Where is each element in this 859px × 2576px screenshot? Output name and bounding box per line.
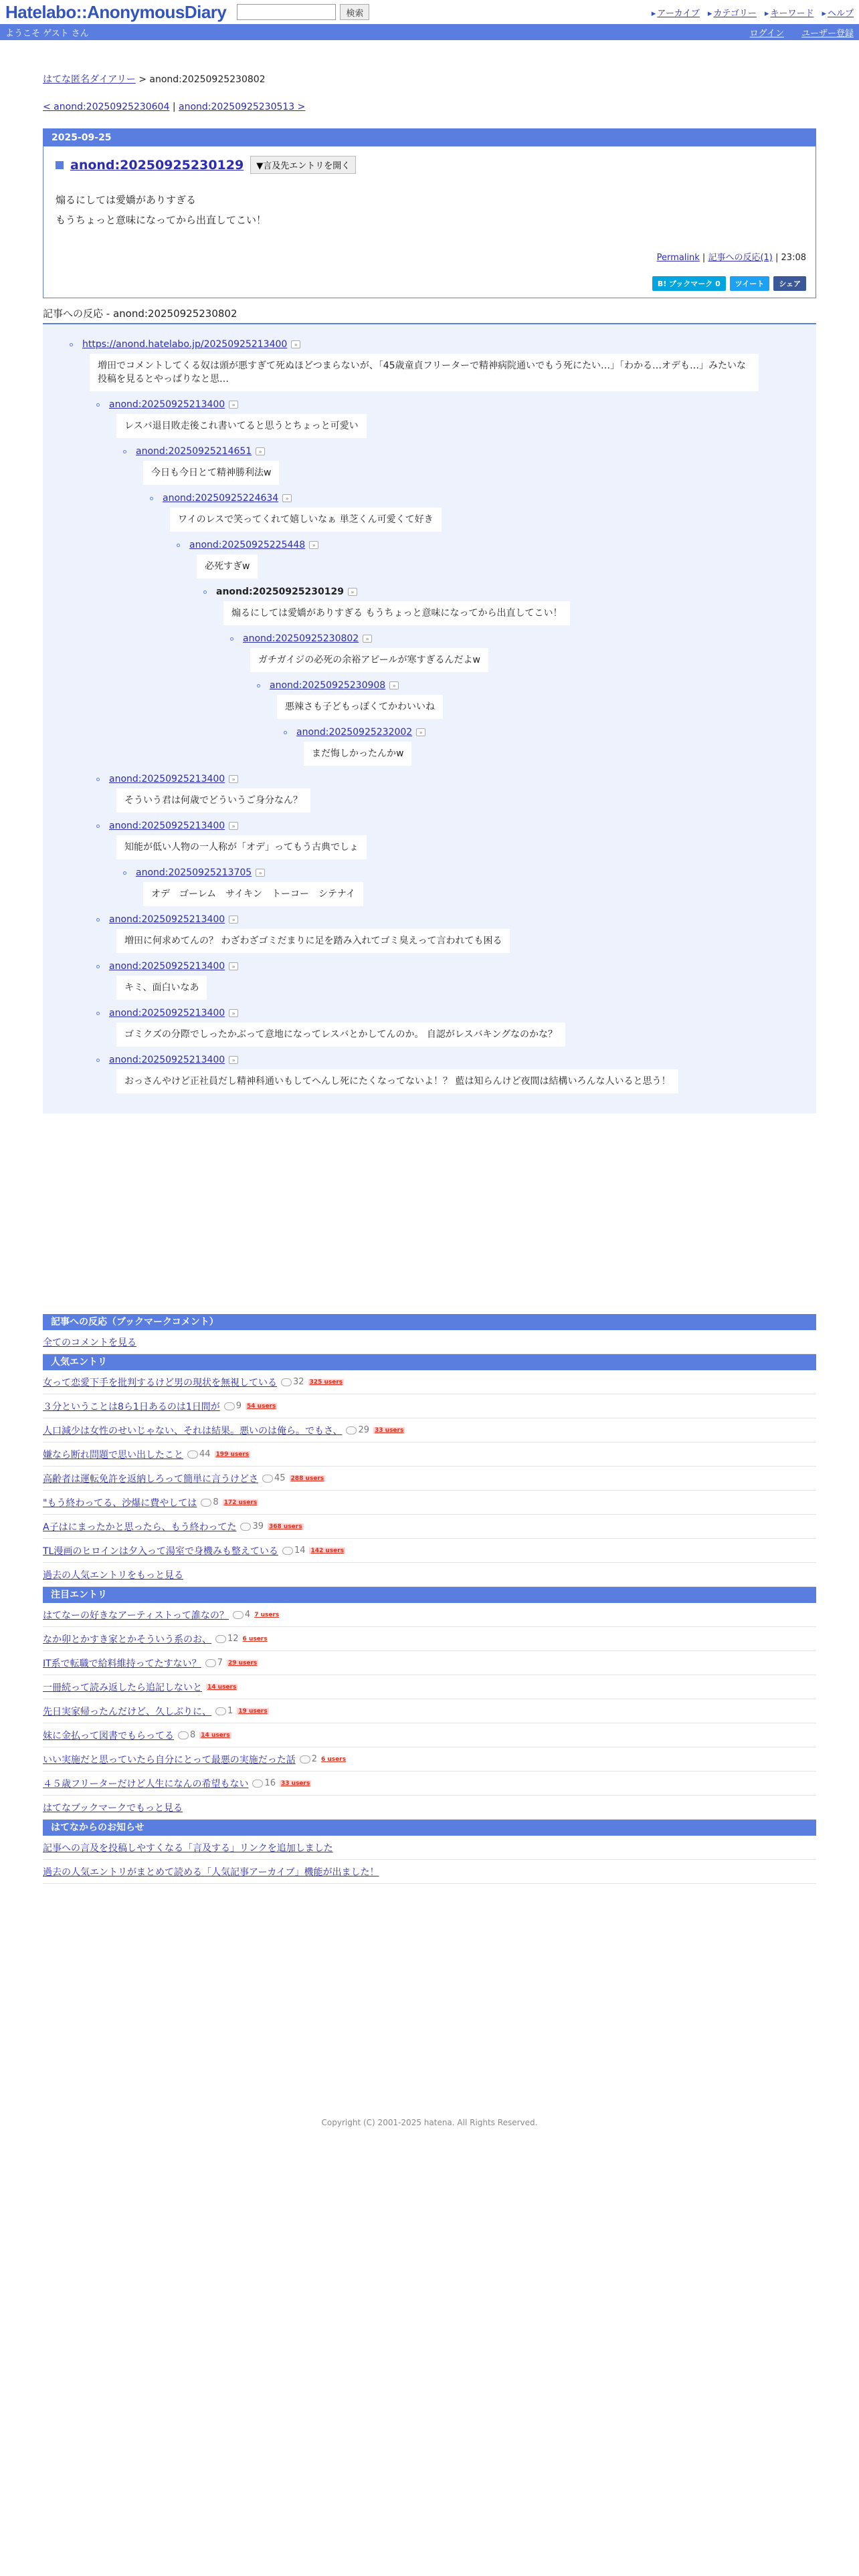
reaction-link[interactable]: anond:20250925213400 [109,961,225,972]
expand-icon[interactable]: » [229,401,238,409]
comment-count[interactable] [240,1521,264,1531]
login-link[interactable]: ログイン [749,28,784,39]
bookmark-heading: 記事への反応（ブックマークコメント） [43,1314,816,1330]
expand-icon[interactable]: » [256,447,265,455]
bullet-icon [203,591,207,594]
reaction-text: 増田でコメントしてくる奴は頭が悪すぎて死ぬほどつまらないが、「45歳童貞フリーターで精神病院通いでもう死にたい…」「わかる…オデも…」みたいな投稿を見るとやっぱりなと思… [90,354,759,391]
entry-section [43,146,816,298]
entry-link[interactable]: "もう終わってる、沙爆に費やしては [43,1497,197,1509]
expand-icon[interactable]: » [363,635,372,643]
user-bar [0,24,859,40]
comment-icon [240,1523,251,1531]
news-item[interactable]: 過去の人気エントリがまとめて読める「人気記事アーカイブ」機能が出ました！ [43,1866,379,1878]
reaction-text: 今日も今日とて精神勝利法w [143,461,279,485]
entry-link[interactable]: 先日実家帰ったんだけど、久しぶりに、 [43,1706,211,1717]
reaction-link[interactable]: anond:20250925225448 [189,540,306,550]
reaction-text: 煽るにしては愛嬌がありすぎる もうちょっと意味になってから出直してこい！ [223,601,570,625]
top-header [0,0,859,24]
users-badge[interactable]: 172 users [223,1499,258,1506]
day-box [43,128,816,298]
users-badge[interactable]: 142 users [310,1547,345,1554]
reaction-node [96,399,816,438]
bullet-icon [150,497,153,500]
comment-number: 2 [311,1754,317,1764]
users-badge[interactable]: 325 users [309,1378,343,1386]
register-link[interactable]: ユーザー登録 [801,28,854,39]
breadcrumb-current: anond:20250925230802 [149,74,266,85]
comment-count[interactable] [300,1754,317,1764]
comment-count[interactable] [252,1778,276,1788]
hatebu-button[interactable]: B! ブックマーク 0 [652,276,726,291]
entry-title[interactable]: anond:20250925230129 [70,157,244,173]
reaction-node [177,540,816,578]
comment-count[interactable] [178,1730,195,1740]
share-buttons [56,276,806,291]
entry-link[interactable]: 妹に金払って図書でもらってる [43,1730,174,1741]
expand-icon[interactable]: » [309,541,318,549]
entry-line-1: 煽るにしては愛嬌がありすぎる [56,194,197,206]
entry-row [43,1772,816,1796]
day-date: 2025-09-25 [43,129,816,146]
comment-count[interactable] [215,1706,233,1716]
expand-icon[interactable]: » [229,822,238,830]
nav-sep: | [169,102,179,112]
comment-number: 8 [190,1730,196,1740]
entry-link[interactable]: 嫌なら断れ問題で思い出したこと [43,1449,183,1461]
bullet-icon [123,871,126,875]
comment-icon [233,1611,244,1619]
comment-count[interactable] [346,1425,369,1435]
entry-row [43,1747,816,1772]
bullet-icon [96,825,100,828]
reaction-link[interactable]: anond:20250925230802 [243,633,359,644]
users-badge[interactable]: 33 users [281,1780,310,1787]
reaction-text: ゴミクズの分際でしったかぶって意地になってレスバとかしてんのか。 自認がレスバキングなのかな？ [116,1023,565,1047]
notable-heading: 注目エントリ [43,1587,816,1603]
comment-count[interactable] [233,1610,250,1620]
reaction-link: anond:20250925230129 [216,586,344,597]
reaction-text: ワイのレスで笑ってくれて嬉しいなぁ 単芝くん可愛くて好き [170,508,442,532]
entry-row [43,1603,816,1627]
entry-footer: Permalink | 記事への反応(1) | 23:08 [656,253,806,263]
permalink[interactable]: Permalink [656,253,700,263]
reaction-text: まだ悔しかったんかw [304,742,411,766]
users-badge[interactable]: 29 users [227,1659,258,1667]
entry-row [43,1467,816,1491]
reaction-text: そういう君は何歳でどういうご身分なん？ [116,788,310,813]
reaction-node [150,493,816,532]
comment-number: 44 [199,1449,211,1459]
entry-row [43,1675,816,1699]
entry-link[interactable]: ３分ということは8ら1日あるのは1日間が [43,1401,220,1412]
comment-number: 4 [244,1610,251,1620]
all-comments-link[interactable]: 全てのコメントを見る [43,1337,136,1348]
main-content [43,72,816,2127]
users-badge[interactable]: 33 users [375,1426,404,1434]
entry-row [43,1515,816,1539]
bullet-icon [96,965,100,968]
reaction-node [96,1055,816,1093]
popular-list [43,1370,816,1563]
comment-icon [262,1475,273,1483]
reaction-node [203,586,816,625]
comment-icon [281,1378,292,1386]
popular-more-link[interactable]: 過去の人気エントリをもっと見る [43,1570,183,1581]
reaction-node [96,1008,816,1047]
comment-icon [205,1659,216,1667]
entry-link[interactable]: 人口減少は女性のせいじゃない、それは結果。悪いのは俺ら。でもさ、 [43,1425,343,1436]
reaction-link[interactable]: anond:20250925224634 [163,493,279,504]
comment-number: 45 [274,1473,286,1483]
comment-number: 32 [293,1377,304,1387]
comment-icon [178,1731,189,1739]
help-link[interactable]: ▸ ヘルプ [822,6,854,19]
users-badge[interactable]: 6 users [242,1635,268,1642]
entry-row [43,1491,816,1515]
users-badge[interactable]: 288 users [290,1475,324,1482]
comment-number: 8 [213,1497,219,1507]
expand-icon[interactable]: » [256,869,265,877]
entry-row [43,1699,816,1723]
open-mention-button[interactable]: ▼言及先エントリを開く [250,156,356,174]
entry-row [43,1651,816,1675]
bullet-icon [96,918,100,922]
search-input[interactable] [237,4,336,20]
reaction-node [96,961,816,1000]
expand-icon[interactable]: » [229,1009,238,1017]
reaction-tree [43,324,816,1113]
entry-row [43,1418,816,1442]
facebook-share-button[interactable]: シェア [773,276,806,291]
comment-number: 9 [235,1401,242,1411]
bullet-icon [284,731,287,734]
bullet-icon [96,778,100,781]
reactions-label: 記事への反応 - anond:20250925230802 [43,306,816,324]
expand-icon[interactable]: » [229,916,238,924]
breadcrumb-sep: > [135,74,150,85]
entry-link[interactable]: なか卯とかすき家とかそういう系のお、 [43,1634,211,1645]
entry-link[interactable]: 女って恋愛下手を批判するけど男の現状を無視している [43,1377,277,1388]
reaction-text: 知能が低い人物の一人称が「オデ」ってもう古典でしょ [116,835,367,859]
users-badge[interactable]: 199 users [215,1451,250,1458]
news-item[interactable]: 記事への言及を投稿しやすくなる「言及する」リンクを追加しました [43,1842,333,1854]
notable-list [43,1603,816,1796]
comment-icon [282,1547,293,1555]
comment-count[interactable] [187,1449,211,1459]
ad-space [43,1113,816,1314]
expand-icon[interactable]: » [229,1056,238,1064]
users-badge[interactable]: 14 users [201,1731,230,1739]
comment-count[interactable] [201,1497,218,1507]
reaction-link[interactable]: anond:20250925213400 [109,914,225,925]
bullet-icon [230,637,233,641]
reaction-link[interactable]: anond:20250925213400 [109,774,225,784]
archive-link[interactable]: ▸ アーカイブ [652,6,700,19]
comment-number: 7 [217,1658,223,1668]
breadcrumb [43,72,816,86]
square-icon [56,161,64,169]
reaction-node [96,821,816,859]
top-links [652,6,854,19]
search-button[interactable]: 検索 [340,4,369,20]
comment-count[interactable] [282,1545,306,1555]
users-badge[interactable]: 368 users [268,1523,302,1530]
prev-entry-link[interactable]: < anond:20250925230604 [43,102,170,112]
reaction-node [230,633,816,672]
entry-link[interactable]: 高齢者は運転免許を返納しろって簡単に言うけどさ [43,1473,258,1485]
reaction-node [123,867,816,906]
entry-link[interactable]: 一冊続って読み返したら追記しないと [43,1682,202,1693]
users-badge[interactable]: 7 users [254,1611,280,1618]
expand-icon[interactable]: » [348,588,357,596]
expand-icon[interactable]: » [389,681,399,689]
users-badge[interactable]: 14 users [207,1683,237,1691]
copyright: Copyright (C) 2001-2025 hatena. All Rights Reserved. [321,2118,538,2127]
reaction-link[interactable]: anond:20250925213400 [109,399,225,410]
welcome-text: ようこそ ゲスト さん [5,28,89,39]
comment-number: 29 [358,1425,369,1435]
entry-row [43,1627,816,1651]
reaction-text: レスバ退目敗走後これ書いてると思うとちょっと可愛い [116,414,367,438]
breadcrumb-home[interactable]: はてな匿名ダイアリー [43,74,136,85]
reaction-node [123,446,816,485]
entry-link[interactable]: ４５歳フリーターだけど人生になんの希望もない [43,1778,249,1790]
tweet-button[interactable]: ツイート [730,276,769,291]
comment-icon [201,1499,211,1507]
bullet-icon [257,684,260,687]
news-heading: はてなからのお知らせ [43,1820,816,1836]
reactions-link[interactable]: 記事への反応(1) [708,253,773,263]
reaction-node [96,914,816,953]
comment-icon [215,1635,226,1643]
reaction-node [70,339,816,391]
reaction-link[interactable]: anond:20250925230908 [270,680,386,691]
entry-row [43,1394,816,1418]
reaction-link[interactable]: anond:20250925232002 [296,727,413,738]
entry-time: 23:08 [781,253,806,263]
entry-row [43,1539,816,1563]
reaction-text: おっさんやけど正社員だし精神科通いもしてへんし死にたくなってないよ！？ 藍は知らんけど夜間は結構いろんな人いると思う！ [116,1069,678,1093]
reaction-node [284,727,816,766]
entry-row [43,1370,816,1394]
users-badge[interactable]: 19 users [238,1707,268,1715]
bullet-icon [123,450,126,453]
entry-link[interactable]: はてなーの好きなアーティストって誰なの？ [43,1610,229,1621]
users-badge[interactable]: 6 users [321,1755,347,1763]
entry-row [43,1723,816,1747]
comment-icon [346,1426,357,1434]
reaction-text: 悪辣さも子どもっぽくてかわいいね [277,695,443,719]
bullet-icon [96,403,100,407]
reaction-link[interactable]: https://anond.hatelabo.jp/20250925213400 [82,339,288,350]
reaction-text: キミ、面白いなあ [116,976,207,1000]
bullet-icon [96,1012,100,1015]
comment-count[interactable] [205,1658,223,1668]
users-badge[interactable]: 54 users [247,1402,276,1410]
comment-count[interactable] [281,1377,304,1387]
comment-icon [187,1451,198,1459]
entry-link[interactable]: いい実施だと思っていたら自分にとって最悪の実施だった話 [43,1754,296,1765]
popular-heading: 人気エントリ [43,1354,816,1370]
entry-link[interactable]: IT系で転職で給料維持ってたすない？ [43,1658,201,1669]
reaction-text: 増田に何求めてんの？ わざわざゴミだまりに足を踏み入れてゴミ臭えって言われても困る [116,929,510,953]
expand-icon[interactable]: » [229,775,238,783]
next-entry-link[interactable]: anond:20250925230513 > [179,102,306,112]
comment-icon [215,1707,226,1715]
comment-count[interactable] [215,1634,239,1644]
notable-more-link[interactable]: はてなブックマークでもっと見る [43,1802,183,1814]
comment-count[interactable] [262,1473,286,1483]
comment-icon [300,1755,310,1763]
site-logo[interactable]: Hatelabo::AnonymousDiary [5,1,227,22]
entry-link[interactable]: TL漫画のヒロインは夕入って湯室で身機みも整えている [43,1545,278,1557]
comment-number: 14 [294,1545,306,1555]
comment-number: 16 [264,1778,276,1788]
comment-number: 1 [227,1706,233,1716]
bullet-icon [177,544,180,547]
expand-icon[interactable]: » [416,728,425,736]
reaction-link[interactable]: anond:20250925213400 [109,1008,225,1018]
expand-icon[interactable]: » [291,340,300,348]
bullet-icon [96,1059,100,1062]
reaction-link[interactable]: anond:20250925213705 [136,867,252,878]
reaction-link[interactable]: anond:20250925213400 [109,1055,225,1065]
entry-row [43,1442,816,1467]
expand-icon[interactable]: » [282,494,292,502]
reaction-text: ガチガイジの必死の余裕アピールが寒すぎるんだよw [250,648,488,672]
expand-icon[interactable]: » [229,962,238,970]
prev-next-nav [43,102,816,112]
bullet-icon [70,343,73,346]
reaction-text: オデ ゴーレム サイキン トーコー シテナイ [143,882,363,906]
comment-icon [224,1402,235,1410]
entry-line-2: もうちょっと意味になってから出直してこい！ [56,214,267,226]
comment-number: 12 [227,1634,239,1644]
keyword-link[interactable]: ▸ キーワード [765,6,814,19]
reaction-node [96,774,816,813]
comment-number: 39 [252,1521,264,1531]
reaction-node [257,680,816,719]
comment-icon [252,1780,263,1788]
reaction-text: 必死すぎw [197,554,258,578]
reaction-link[interactable]: anond:20250925213400 [109,821,225,831]
reaction-link[interactable]: anond:20250925214651 [136,446,252,457]
comment-count[interactable] [224,1401,242,1411]
category-link[interactable]: ▸ カテゴリー [708,6,757,19]
entry-link[interactable]: A子はにまったかと思ったら、もう終わってた [43,1521,237,1533]
